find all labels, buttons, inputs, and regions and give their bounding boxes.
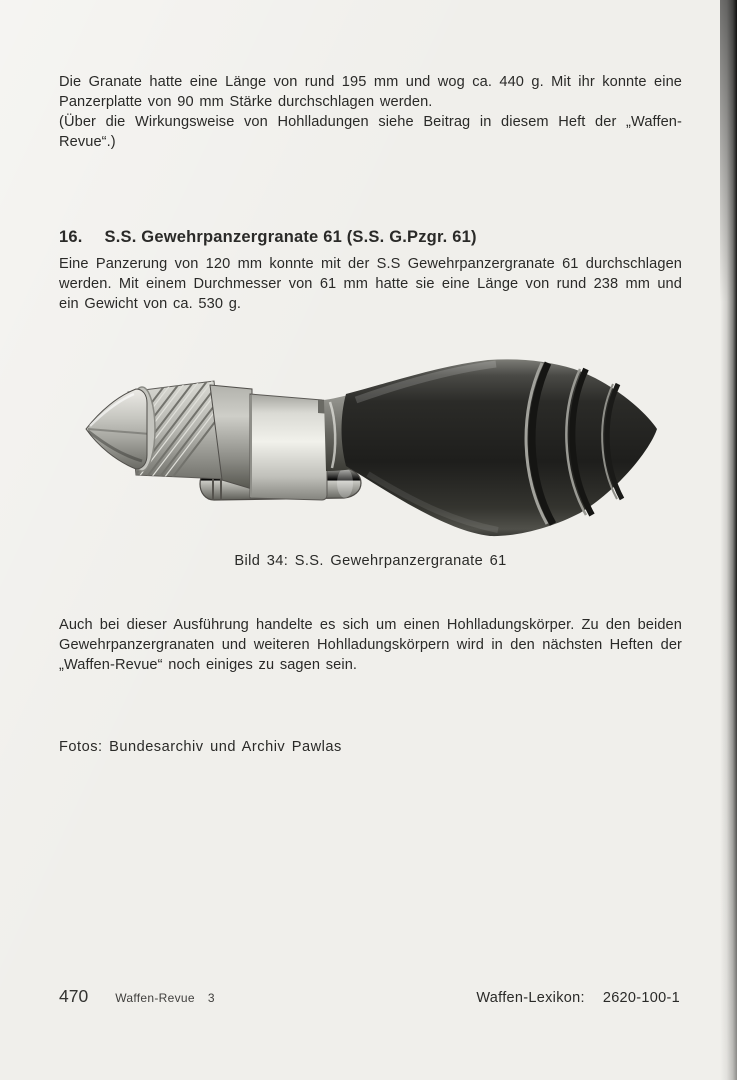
section-number: 16. xyxy=(59,228,83,246)
page-footer xyxy=(59,986,680,1007)
page-number: 470 xyxy=(59,986,89,1006)
issue-number: 3 xyxy=(207,991,215,1005)
intro-line-1: Die Granate hatte eine Länge von rund 195 mm und wog ca. 440 g. Mit ihr konnte eine Panzerplatte von 90 mm Stärke durchschlagen werden. xyxy=(59,74,682,110)
warhead-body xyxy=(342,359,658,536)
grenade-illustration xyxy=(60,328,680,543)
lexicon-code: 2620-100-1 xyxy=(602,990,680,1006)
intro-line-2: (Über die Wirkungsweise von Hohlladungen siehe Beitrag in diesem Heft der „Waffen-Revue“.) xyxy=(59,114,682,150)
lexicon-label: Waffen-Lexikon: xyxy=(476,990,585,1006)
figure-caption: Bild 34: S.S. Gewehrpanzergranate 61 xyxy=(234,553,507,569)
sleeve-band xyxy=(250,394,331,500)
section-paragraph: Eine Panzerung von 120 mm konnte mit der S.S Gewehrpanzergranate 61 durchschlagen werden. Mit einem Durchmesser von 61 mm hatte sie eine Länge von rund 238 mm und ein Gewicht von ca. 530 g. xyxy=(59,256,682,312)
closing-paragraph: Auch bei dieser Ausführung handelte es sich um einen Hohlladungskörper. Zu den beiden Gewehrpanzergranaten und weiteren Hohlladungskörpern wird in den nächsten Heften der „Waffen-Revue“ noch einiges zu sagen sein. xyxy=(59,617,682,673)
section-title: S.S. Gewehrpanzergranate 61 (S.S. G.Pzgr. 61) xyxy=(104,228,477,246)
intro-paragraph xyxy=(59,72,682,152)
grenade-figure xyxy=(60,328,680,543)
page-edge-shadow xyxy=(720,0,737,1080)
tail-cone xyxy=(86,389,150,469)
journal-name: Waffen-Revue xyxy=(115,991,195,1005)
section-heading xyxy=(59,228,682,247)
photo-credit: Fotos: Bundesarchiv und Archiv Pawlas xyxy=(59,739,342,755)
